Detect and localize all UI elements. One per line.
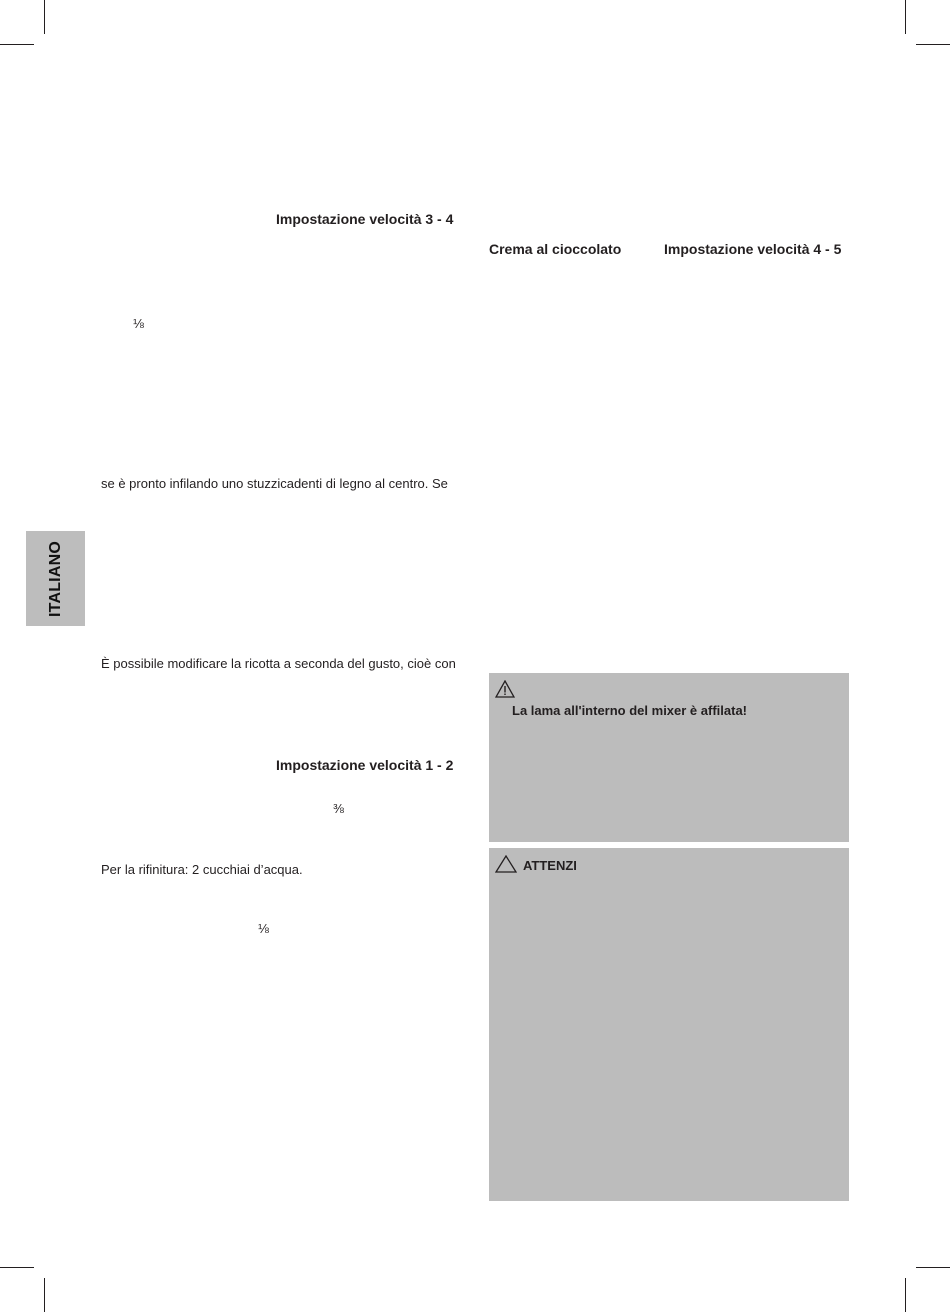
fraction: ⅜ [333, 801, 344, 816]
warning-triangle-icon [495, 680, 515, 698]
warning-box [489, 848, 849, 1201]
language-tab [26, 531, 85, 626]
warning-title: ATTENZI [523, 858, 577, 873]
recipe-title: Crema al cioccolato [489, 241, 622, 257]
crop-mark [44, 1278, 45, 1312]
warning-triangle-icon [495, 855, 517, 873]
body-text: se è pronto infilando uno stuzzicadenti di legno al centro. Se [101, 476, 448, 491]
body-text: È possibile modificare la ricotta a seconda del gusto, cioè con [101, 656, 456, 671]
speed-heading: Impostazione velocità 3 - 4 [276, 211, 454, 227]
crop-mark [916, 44, 950, 45]
speed-heading: Impostazione velocità 4 - 5 [664, 241, 842, 257]
speed-heading: Impostazione velocità 1 - 2 [276, 757, 454, 773]
language-tab-label: ITALIANO [46, 540, 64, 617]
fraction: ⅛ [258, 921, 269, 936]
warning-box [489, 673, 849, 842]
crop-mark [905, 0, 906, 34]
body-text: Per la rifinitura: 2 cucchiai d’acqua. [101, 862, 303, 877]
crop-mark [916, 1267, 950, 1268]
crop-mark [0, 1267, 34, 1268]
warning-text: La lama all'interno del mixer è affilata! [512, 703, 748, 718]
crop-mark [0, 44, 34, 45]
crop-mark [905, 1278, 906, 1312]
crop-mark [44, 0, 45, 34]
fraction: ⅛ [133, 316, 144, 331]
